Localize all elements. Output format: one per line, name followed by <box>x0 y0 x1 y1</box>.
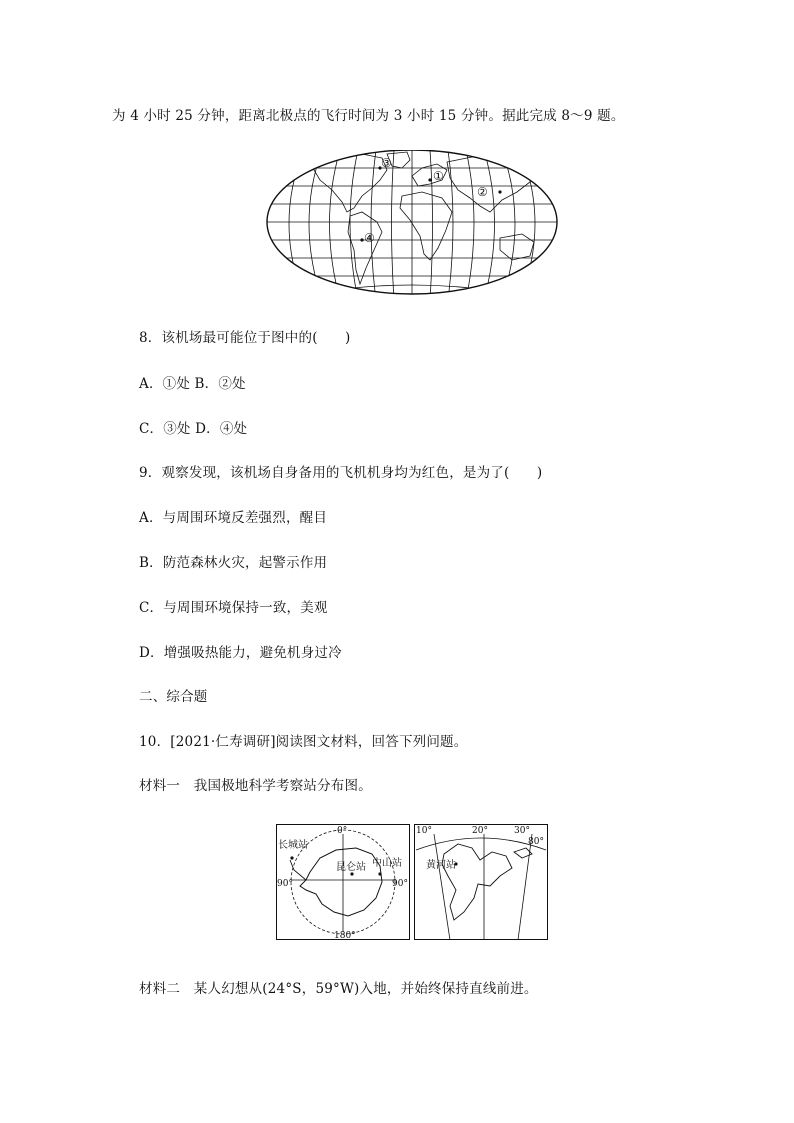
q8-options-cd: C．③处 D．④处 <box>139 421 248 437</box>
zhongshan-dot <box>378 872 381 875</box>
africa-outline <box>400 192 452 260</box>
q9-option-d: D．增强吸热能力，避免机身过冷 <box>139 645 342 661</box>
q9-option-a: A．与周围环境反差强烈，醒目 <box>139 510 328 526</box>
q8-stem: 8．该机场最可能位于图中的( ) <box>139 330 351 346</box>
q8-options-ab: A．①处 B．②处 <box>139 376 246 392</box>
antarctica-outline <box>300 848 382 916</box>
lon-20-label: 20° <box>472 826 488 836</box>
world-map-figure <box>262 150 562 300</box>
kunlun-label: 昆仑站 <box>336 862 366 873</box>
changcheng-dot <box>290 856 293 859</box>
huanghe-label: 黄河站 <box>426 860 456 871</box>
q9-option-c: C．与周围环境保持一致，美观 <box>139 600 328 616</box>
material-two: 材料二 某人幻想从(24°S，59°W)入地，并始终保持直线前进。 <box>139 981 538 997</box>
marker-3: ③ <box>381 156 392 170</box>
lon-10-label: 10° <box>416 826 432 836</box>
q10-stem: 10．[2021·仁寿调研]阅读图文材料，回答下列问题。 <box>139 734 468 750</box>
zhongshan-label: 中山站 <box>372 858 402 869</box>
north-america-outline <box>312 154 387 212</box>
section-two-heading: 二、综合题 <box>139 689 208 705</box>
australia-outline <box>500 234 534 260</box>
marker-4: ④ <box>364 231 375 245</box>
label-0: 0° <box>337 826 348 836</box>
changcheng-label: 长城站 <box>278 840 308 851</box>
label-90-left: 90° <box>277 879 293 889</box>
q9-stem: 9．观察发现，该机场自身备用的飞机机身均为红色，是为了( ) <box>139 465 543 481</box>
q9-option-b: B．防范森林火灾，起警示作用 <box>139 555 328 571</box>
label-180: 180° <box>334 931 356 940</box>
marker-dot-1 <box>428 178 431 181</box>
marker-dot-2 <box>498 190 501 193</box>
antarctic-map-figure <box>276 824 410 940</box>
marker-1: ① <box>433 169 444 183</box>
lon-30-label: 30° <box>514 826 530 836</box>
label-90-right: 90° <box>392 879 408 889</box>
material-one: 材料一 我国极地科学考察站分布图。 <box>139 778 372 794</box>
arctic-map-figure <box>414 824 548 940</box>
svalbard-outline <box>442 844 512 920</box>
lat-80-label: 80° <box>528 837 544 847</box>
intro-text: 为 4 小时 25 分钟，距离北极点的飞行时间为 3 小时 15 分钟。据此完成 8～9 题。 <box>112 108 625 124</box>
marker-2: ② <box>477 185 488 199</box>
